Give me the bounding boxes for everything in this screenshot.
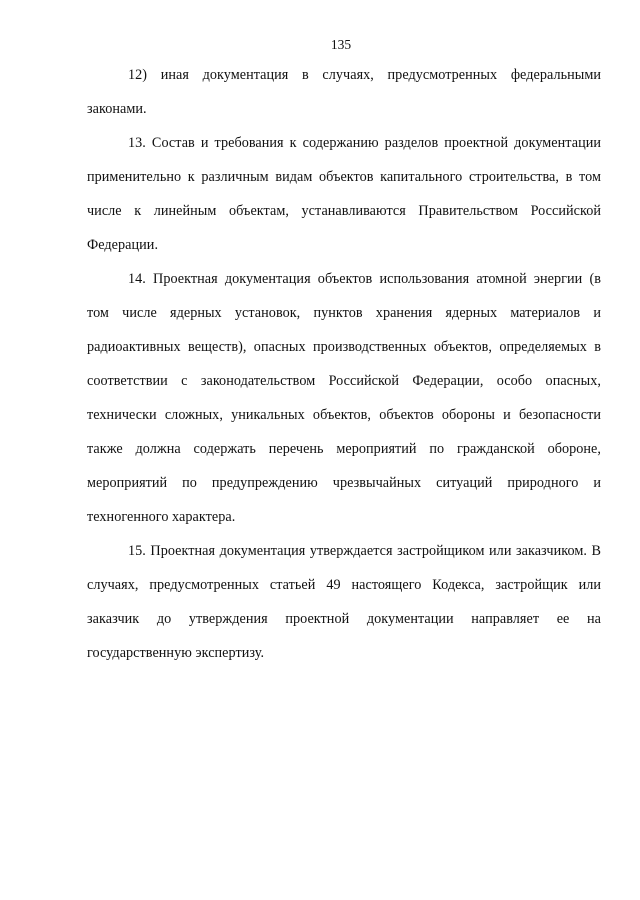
paragraph-15: 15. Проектная документация утверждается застройщиком или заказчиком. В случаях, предусмотренных статьей 49 настоящего Кодекса, застройщик или заказчик до утверждения проектной документации направляет ее на государственную экспертизу.: [87, 543, 601, 661]
paragraph-14: 14. Проектная документация объектов использования атомной энергии (в том числе ядерных установок, пунктов хранения ядерных материалов и радиоактивных веществ), опасных производственных объектов, определяемых в соответствии с законодательством Российской Федерации, особо опасных, технически сложных, уникальных объектов, объектов обороны и безопасности также должна содержать перечень мероприятий по гражданской обороне, мероприятий по предупреждению чрезвычайных ситуаций природного и техногенного характера.: [87, 271, 601, 525]
paragraph-item-12: 12) иная документация в случаях, предусмотренных федеральными законами.: [87, 67, 601, 117]
paragraph-13: 13. Состав и требования к содержанию разделов проектной документации применительно к различным видам объектов капитального строительства, в том числе к линейным объектам, устанавливаются Правительством Российской Федерации.: [87, 135, 601, 253]
page-number: 135: [330, 37, 352, 52]
document-body: [87, 58, 601, 670]
